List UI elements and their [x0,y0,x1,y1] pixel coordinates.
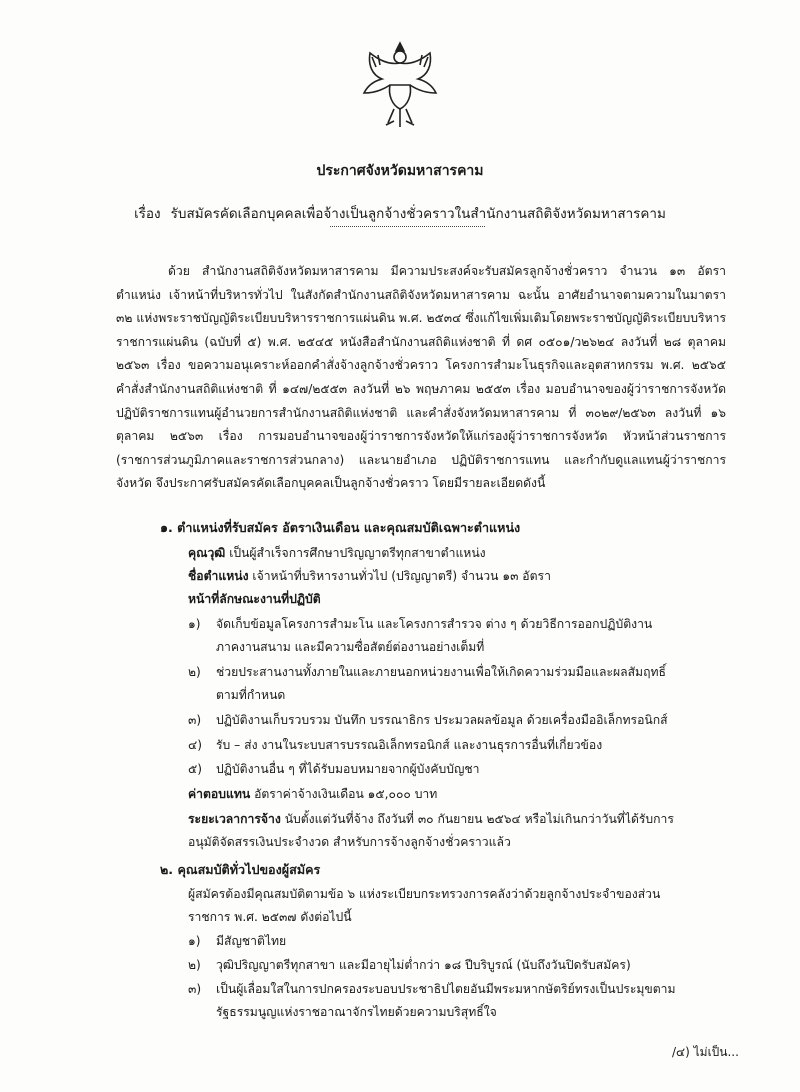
period-text: นับตั้งแต่วันที่จ้าง ถึงวันที่ ๓๐ กันยายน ๒๕๖๔ หรือไม่เกินกว่าวันที่ได้รับการ [284,812,674,826]
duty-item [188,736,602,755]
section2-intro-cont: ราชการ พ.ศ. ๒๕๓๗ ดังต่อไปนี้ [188,910,352,924]
duty-text: ช่วยประสานงานทั้งภายในและภายนอกหน่วยงานเพื่อให้เกิดความร่วมมือและผลสัมฤทธิ์ [216,665,666,679]
subject-label: เรื่อง [134,206,161,222]
item-number: ๓) [188,982,202,996]
qualification-text: เป็นผู้สำเร็จการศึกษาปริญญาตรีทุกสาขาตำแหน่ง [229,546,486,560]
qualification-item [188,956,631,975]
pay-line [188,785,437,804]
duty-text: ปฏิบัติงานเก็บรวบรวม บันทึก บรรณาธิกร ประมวลผลข้อมูล ด้วยเครื่องมืออิเล็กทรอนิกส์ [216,713,668,727]
item-text: วุฒิปริญญาตรีทุกสาขา และมีอายุไม่ต่ำกว่า ๑๘ ปีบริบูรณ์ (นับถึงวันปิดรับสมัคร) [216,958,631,972]
position-label: ชื่อตำแหน่ง [188,569,249,583]
section2-heading: ๒. คุณสมบัติทั่วไปของผู้สมัคร [160,862,321,877]
item-text-cont: รัฐธรรมนูญแห่งราชอาณาจักรไทยด้วยความบริสุทธิ์ใจ [216,1005,497,1019]
position-text: เจ้าหน้าที่บริหารงานทั่วไป (ปริญญาตรี) จำนวน ๑๓ อัตรา [252,569,551,583]
item-text: มีสัญชาติไทย [216,934,287,948]
section2-intro: ผู้สมัครต้องมีคุณสมบัติตามข้อ ๖ แห่งระเบียบกระทรวงการคลังว่าด้วยลูกจ้างประจำของส่วน [188,887,661,901]
duty-text: รับ – ส่ง งานในระบบสารบรรณอิเล็กทรอนิกส์ และงานธุรการอื่นที่เกี่ยวข้อง [216,738,603,752]
item-text: เป็นผู้เลื่อมใสในการปกครองระบอบประชาธิปไตยอันมีพระมหากษัตริย์ทรงเป็นประมุขตาม [216,982,676,996]
duty-item [188,760,479,779]
qualification-item [188,980,676,999]
item-number: ๒) [188,958,201,972]
period-label: ระยะเวลาการจ้าง [188,812,281,826]
duty-item [188,615,652,634]
duty-number: ๒) [188,665,201,679]
duty-text-cont: ภาคงานสนาม และมีความซื่อสัตย์ต่องานอย่างเต็มที่ [216,640,485,654]
duty-number: ๔) [188,738,202,752]
duty-text: จัดเก็บข้อมูลโครงการสำมะโน และโครงการสำรวจ ต่าง ๆ ด้วยวิธีการออกปฏิบัติงาน [216,617,653,631]
qualification-line [188,544,486,563]
qualification-label: คุณวุฒิ [188,546,226,560]
section1-heading: ๑. ตำแหน่งที่รับสมัคร อัตราเงินเดือน และคุณสมบัติเฉพาะตำแหน่ง [160,520,521,535]
pay-text: อัตราค่าจ้างเงินเดือน ๑๕,๐๐๐ บาท [254,787,438,801]
position-line [188,567,551,586]
duty-number: ๓) [188,713,202,727]
page-continuation: /๔) ไม่เป็น... [672,1045,739,1059]
document-subject [0,202,800,224]
intro-paragraph: ด้วย สำนักงานสถิติจังหวัดมหาสารคาม มีความประสงค์จะรับสมัครลูกจ้างชั่วคราว จำนวน ๑๓ อัตรา ตำแหน่ง เจ้าหน้าที่บริหารทั่วไป ในสังกัดสำนักงานสถิติจังหวัดมหาสารคาม ฉะนั้น อาศัยอำนาจตามความในมาตรา ๓๒ แห่งพระราชบัญญัติระเบียบบริหารราชการแผ่นดิน พ.ศ. ๒๕๓๔ ซึ่งแก้ไขเพิ่มเติมโดยพระราชบัญญัติระเบียบบริหารราชการแผ่นดิน (ฉบับที่ ๕) พ.ศ. ๒๕๔๕ หนังสือสำนักงานสถิติแห่งชาติ ที่ ดศ ๐๕๐๑/ว๒๖๒๔ ลงวันที่ ๒๘ ตุลาคม ๒๕๖๓ เรื่อง ขอความอนุเคราะห์ออกคำสั่งจ้างลูกจ้างชั่วคราว โครงการสำมะโนธุรกิจและอุตสาหกรรม พ.ศ. ๒๕๖๕ คำสั่งสำนักงานสถิติแห่งชาติ ที่ ๑๔๗/๒๕๕๓ ลงวันที่ ๒๖ พฤษภาคม ๒๕๕๓ เรื่อง มอบอำนาจของผู้ว่าราชการจังหวัด ปฏิบัติราชการแทนผู้อำนวยการสำนักงานสถิติแห่งชาติ และคำสั่งจังหวัดมหาสารคาม ที่ ๓๐๒๙/๒๕๖๓ ลงวันที่ ๑๖ ตุลาคม ๒๕๖๓ เรื่อง การมอบอำนาจของผู้ว่าราชการจังหวัดให้แก่รองผู้ว่าราชการจังหวัด หัวหน้าส่วนราชการ (ราชการส่วนภูมิภาคและราชการส่วนกลาง) และนายอำเภอ ปฏิบัติราชการแทน และกำกับดูแลแทนผู้ว่าราชการจังหวัด จึงประกาศรับสมัครคัดเลือกบุคคลเป็นลูกจ้างชั่วคราว โดยมีรายละเอียดดังนี้ [116,264,726,491]
divider-dots [330,226,485,227]
duty-number: ๕) [188,762,202,776]
duty-text: ปฏิบัติงานอื่น ๆ ที่ได้รับมอบหมายจากผู้บังคับบัญชา [216,762,480,776]
garuda-emblem [350,35,450,135]
pay-label: ค่าตอบแทน [188,787,251,801]
duties-label: หน้าที่ลักษณะงานที่ปฏิบัติ [188,592,321,606]
document-title: ประกาศจังหวัดมหาสารคาม [316,163,484,179]
duty-number: ๑) [188,617,201,631]
duty-item [188,663,666,682]
duty-text-cont: ตามที่กำหนด [216,688,286,702]
item-number: ๑) [188,934,201,948]
period-text-cont: อนุมัติจัดสรรเงินประจำงวด สำหรับการจ้างลูกจ้างชั่วคราวแล้ว [188,835,511,849]
qualification-item [188,932,286,951]
subject-text: รับสมัครคัดเลือกบุคคลเพื่อจ้างเป็นลูกจ้างชั่วคราวในสำนักงานสถิติจังหวัดมหาสารคาม [170,206,666,222]
duty-item [188,711,668,730]
period-line [188,810,674,829]
